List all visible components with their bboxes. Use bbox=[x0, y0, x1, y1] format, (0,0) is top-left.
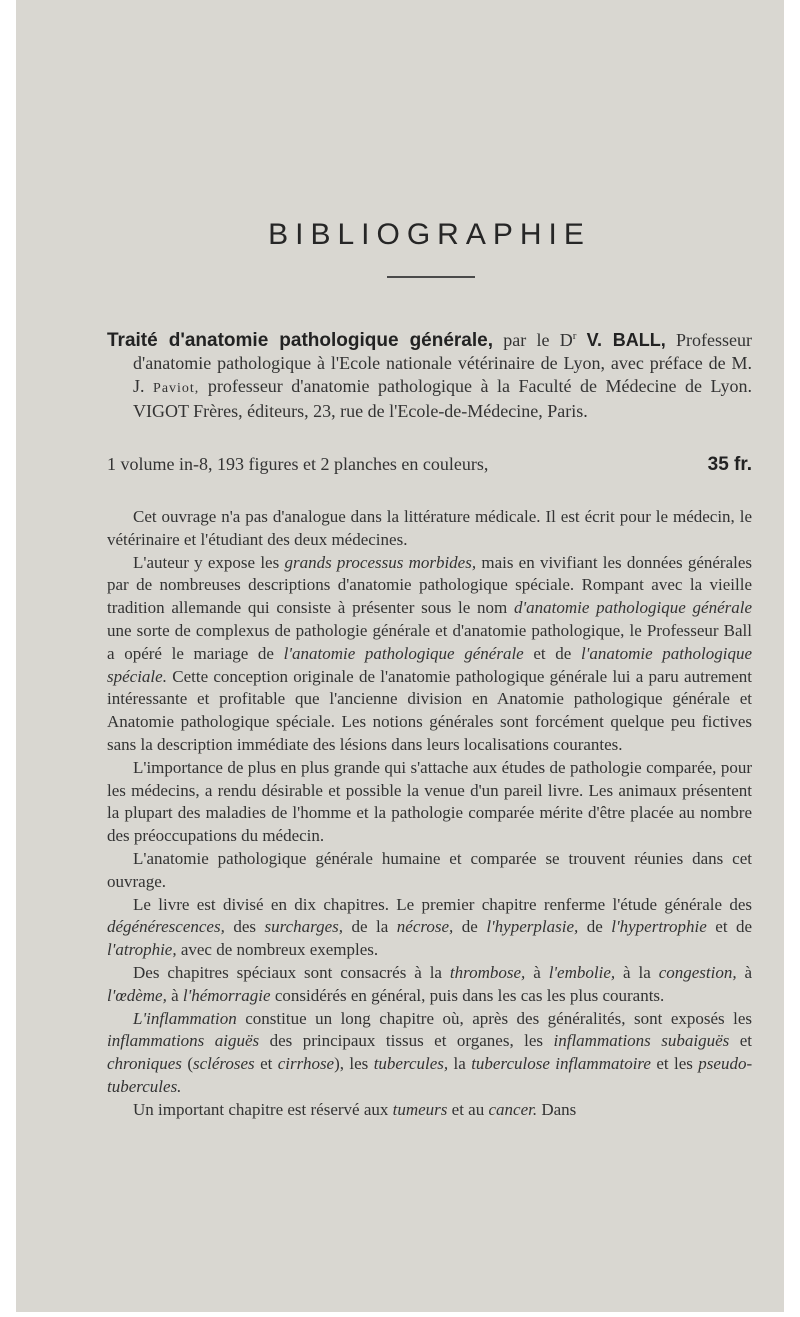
entry-citation bbox=[107, 325, 752, 423]
text: à la bbox=[623, 962, 651, 982]
text: la bbox=[453, 1054, 466, 1074]
italic-text: l'anatomie pathologique spéciale. bbox=[107, 643, 753, 686]
paragraph-2 bbox=[107, 552, 752, 757]
paragraph-8 bbox=[107, 1099, 752, 1122]
italic-text: surcharges, bbox=[264, 917, 344, 937]
italic-text: cirrhose bbox=[277, 1054, 335, 1074]
book-page bbox=[16, 0, 784, 1312]
dr-superscript: r bbox=[572, 330, 577, 342]
text: mais en vivifiant les données générales par de nombreuses descriptions d'anatomie pathologique spéciale. Rompant avec la vieille tradition allemande qui consiste à présenter sous le nom bbox=[107, 552, 753, 618]
text: et bbox=[739, 1031, 753, 1051]
text: à bbox=[533, 962, 541, 982]
text: à bbox=[171, 985, 179, 1005]
italic-text: inflammations subaiguës bbox=[553, 1031, 730, 1051]
italic-text: l'œdème, bbox=[107, 985, 167, 1005]
text: constitue un long chapitre où, après des généralités, sont exposés les bbox=[245, 1008, 753, 1028]
price: 35 fr. bbox=[707, 454, 752, 475]
text: de bbox=[586, 917, 603, 937]
text: Un important chapitre est réservé aux bbox=[133, 1099, 389, 1119]
paragraph-6 bbox=[107, 962, 752, 1008]
text: ), les bbox=[334, 1054, 369, 1074]
italic-text: d'anatomie pathologique générale bbox=[513, 598, 752, 618]
italic-text: nécrose, bbox=[396, 917, 454, 937]
italic-text: tumeurs bbox=[392, 1099, 448, 1119]
text: et bbox=[260, 1054, 273, 1074]
text: et de bbox=[715, 917, 753, 937]
italic-text: congestion, bbox=[658, 962, 737, 982]
text: L'auteur y expose les bbox=[133, 552, 280, 572]
italic-text: l'atrophie, bbox=[107, 940, 177, 960]
volume-line bbox=[107, 454, 752, 476]
text: ( bbox=[187, 1054, 193, 1074]
italic-text: grands processus morbides, bbox=[284, 552, 477, 572]
heading-rule bbox=[387, 276, 475, 278]
book-title: Traité d'anatomie pathologique générale, bbox=[107, 330, 494, 351]
by-text: par le D bbox=[503, 330, 573, 350]
text: et au bbox=[451, 1099, 485, 1119]
italic-text: dégénérescences, bbox=[107, 917, 225, 937]
text: Le livre est divisé en dix chapitres. Le premier chapitre renferme l'étude générale des bbox=[133, 894, 752, 914]
volume-info: 1 volume in-8, 193 figures et 2 planches en couleurs, bbox=[107, 454, 489, 474]
italic-text: scléroses bbox=[192, 1054, 255, 1074]
author-affiliation: Professeur d'anatomie pathologique à l'Ecole nationale vétérinaire de Lyon, avec préface de M. J. bbox=[133, 330, 752, 396]
text: de la bbox=[351, 917, 389, 937]
italic-text: l'embolie, bbox=[548, 962, 616, 982]
italic-text: l'hémorragie bbox=[182, 985, 271, 1005]
author-name: V. BALL, bbox=[586, 330, 666, 350]
italic-text: chroniques bbox=[107, 1054, 182, 1074]
text: des bbox=[233, 917, 256, 937]
italic-text: tuberculose inflammatoire bbox=[471, 1054, 651, 1074]
paragraph-1: Cet ouvrage n'a pas d'analogue dans la littérature médicale. Il est écrit pour le médecin, le vétérinaire et l'étudiant des deux médecines. bbox=[107, 507, 752, 549]
text: une sorte de complexus de pathologie générale et d'anatomie pathologique, le Professeur Ball a opéré le mariage de bbox=[107, 620, 752, 663]
italic-text: L'inflammation bbox=[133, 1008, 237, 1028]
paragraph-7 bbox=[107, 1008, 752, 1099]
italic-text: pseudo-tubercules. bbox=[107, 1054, 753, 1096]
italic-text: l'hypertrophie bbox=[611, 917, 707, 937]
text: et de bbox=[533, 643, 572, 663]
paragraph-5 bbox=[107, 894, 752, 962]
text: à bbox=[744, 962, 753, 982]
text: de bbox=[461, 917, 478, 937]
preface-author: Paviot, bbox=[153, 381, 200, 396]
italic-text: l'hyperplasie, bbox=[486, 917, 579, 937]
bibliography-entry bbox=[107, 325, 752, 423]
text: des principaux tissus et organes, les bbox=[269, 1031, 544, 1051]
text: Cette conception originale de l'anatomie pathologique générale lui a paru autrement intéressante et profitable que l'ancienne division en Anatomie pathologique générale et Anatomie pathologique spéciale. Les notions générales sont forcément quelque peu fictives sans la description immédiate des lésions dans leurs localisations courantes. bbox=[107, 666, 752, 754]
text: avec de nombreux exemples. bbox=[180, 940, 379, 960]
italic-text: l'anatomie pathologique générale bbox=[283, 643, 524, 663]
italic-text: tubercules, bbox=[373, 1054, 449, 1074]
text: Des chapitres spéciaux sont consacrés à la bbox=[133, 962, 442, 982]
text: Dans bbox=[541, 1099, 577, 1119]
review-text bbox=[107, 506, 752, 1122]
paragraph-4: L'anatomie pathologique générale humaine et comparée se trouvent réunies dans cet ouvrage. bbox=[107, 848, 752, 891]
italic-text: inflammations aiguës bbox=[107, 1031, 260, 1051]
section-heading: BIBLIOGRAPHIE bbox=[268, 218, 591, 251]
publisher-info: professeur d'anatomie pathologique à la Faculté de Médecine de Lyon. VIGOT Frères, éditeurs, 23, rue de l'Ecole-de-Médecine, Paris. bbox=[133, 376, 752, 421]
paragraph-3: L'importance de plus en plus grande qui s'attache aux études de pathologie comparée, pour les médecins, a rendu désirable et possible la venue d'un pareil livre. Les animaux présentent la plupart des maladies de l'homme et la pathologie comparée mérite d'être placée au nombre des préoccupations du médecin. bbox=[107, 757, 752, 846]
text: considérés en général, puis dans les cas les plus courants. bbox=[274, 985, 665, 1005]
italic-text: cancer. bbox=[488, 1099, 538, 1119]
italic-text: thrombose, bbox=[449, 962, 526, 982]
text: et les bbox=[656, 1054, 693, 1074]
